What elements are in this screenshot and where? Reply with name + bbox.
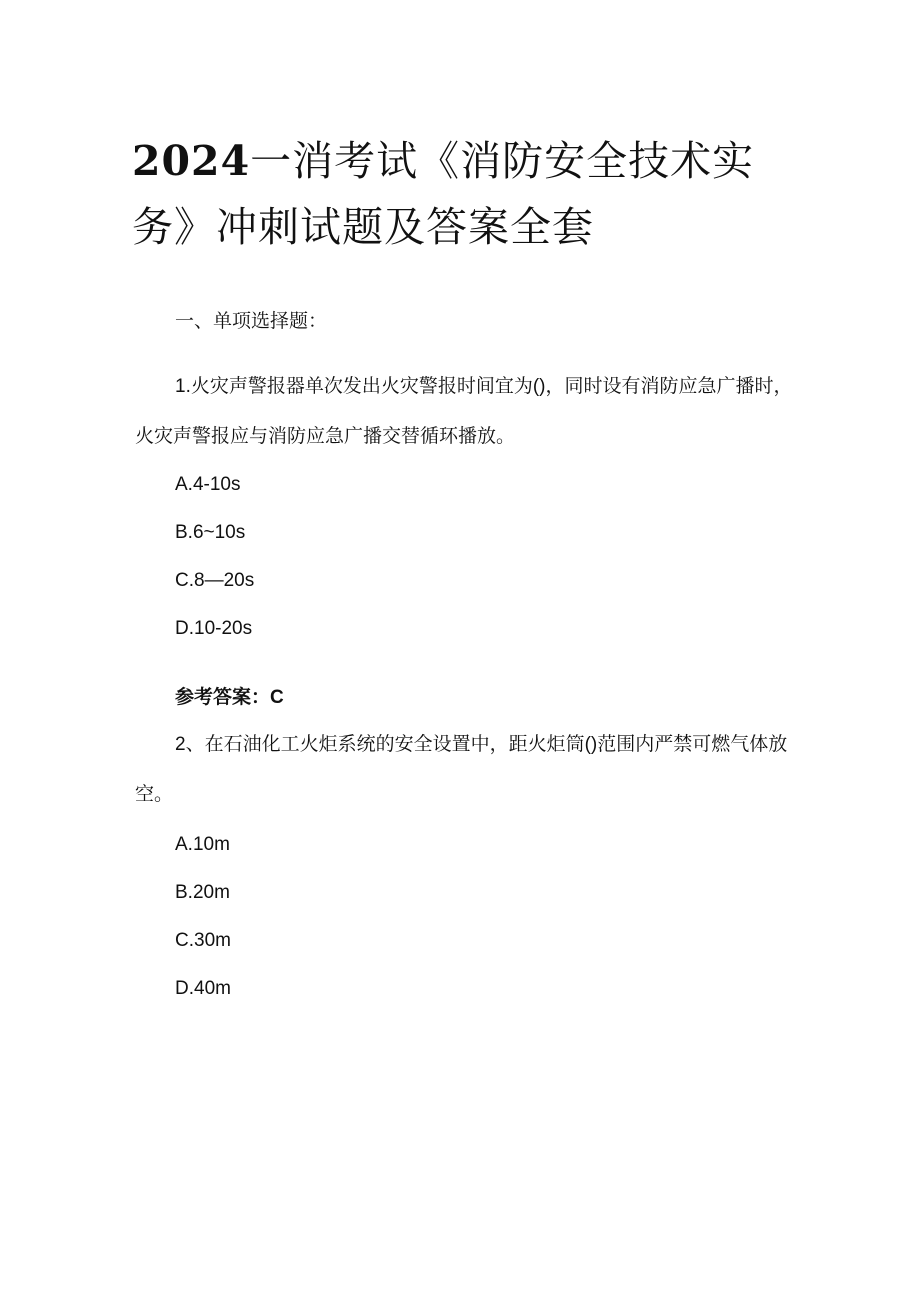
title-text: 一消考试《消防安全技术实务》冲刺试题及答案全套	[132, 137, 755, 251]
question-1-option-d: D.10-20s	[175, 618, 253, 639]
question-1-option-b: B.6~10s	[175, 522, 246, 543]
question-2-option-c: C.30m	[175, 930, 231, 951]
question-1-option-c: C.8—20s	[175, 570, 255, 591]
question-1-answer: 参考答案：C	[175, 687, 284, 708]
question-2-option-d: D.40m	[175, 978, 231, 999]
question-1-option-a: A.4-10s	[175, 474, 241, 495]
section-heading: 一、单项选择题：	[175, 311, 328, 332]
title-year: 2024	[132, 137, 251, 185]
question-2-text: 2、在石油化工火炬系统的安全设置中，距火炬筒()范围内严禁可燃气体放空。	[135, 734, 788, 805]
question-1-text: 1.火灾声警报器单次发出火灾警报时间宜为()，同时设有消防应急广播时，火灾声警报应与消防应急广播交替循环播放。	[135, 376, 793, 447]
document-title	[132, 128, 772, 260]
question-2-option-a: A.10m	[175, 834, 230, 855]
question-2-option-b: B.20m	[175, 882, 230, 903]
